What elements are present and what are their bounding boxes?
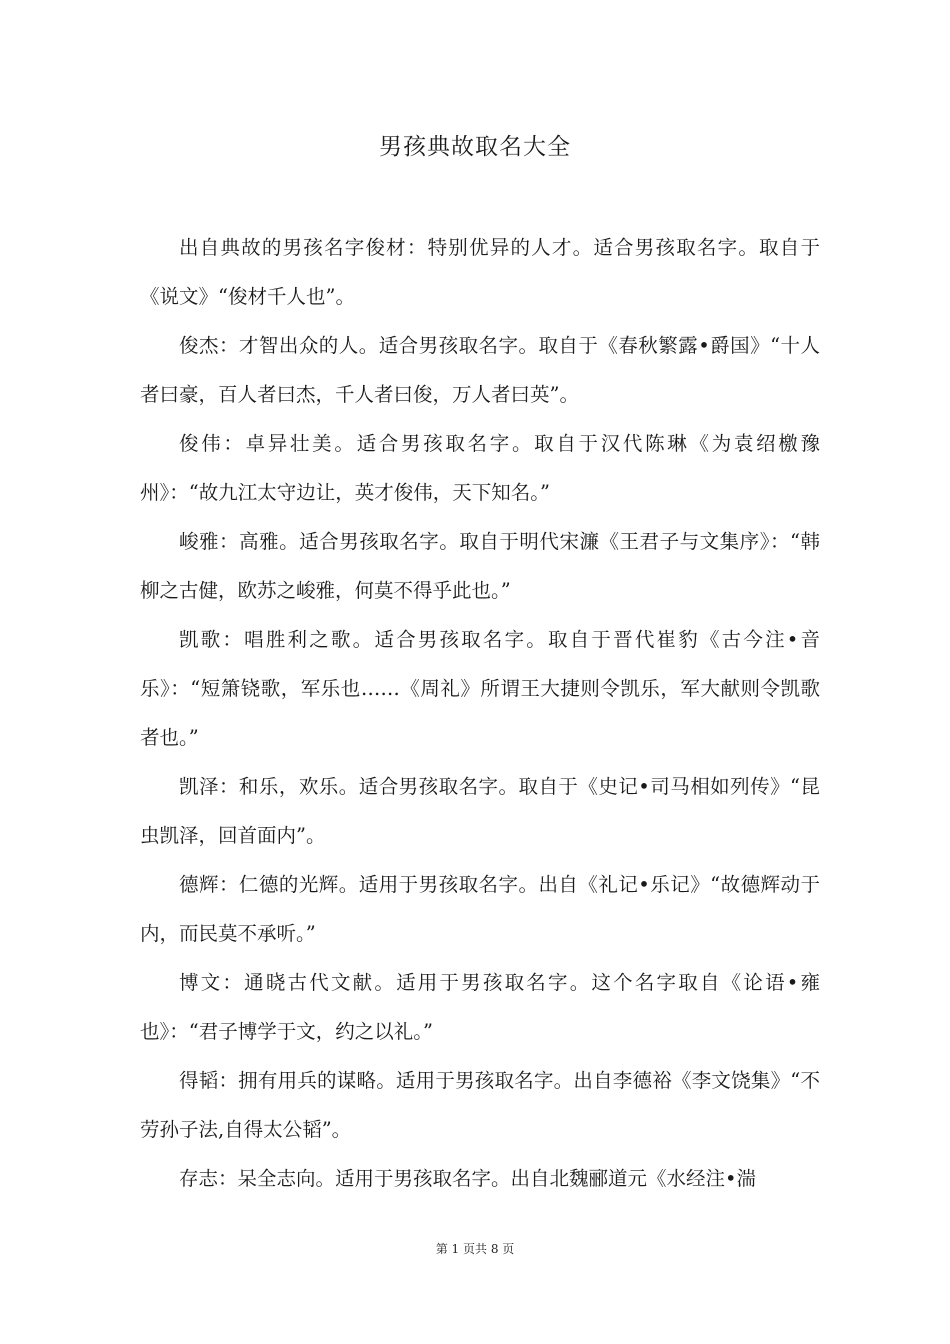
paragraph: 俊杰：才智出众的人。适合男孩取名字。取自于《春秋繁露•爵国》“十人者曰豪，百人者曰杰，千人者曰俊，万人者曰英”。	[140, 334, 820, 406]
document-title: 男孩典故取名大全	[379, 134, 571, 160]
page-number-footer: 第 1 页共 8 页	[435, 1242, 515, 1256]
paragraph: 德辉：仁德的光辉。适用于男孩取名字。出自《礼记•乐记》“故德辉动于内，而民莫不承听。”	[140, 873, 820, 945]
document-body	[140, 223, 820, 1203]
paragraph: 凯泽：和乐，欢乐。适合男孩取名字。取自于《史记•司马相如列传》“昆虫凯泽，回首面内”。	[140, 775, 820, 847]
paragraph: 出自典故的男孩名字俊材：特别优异的人才。适合男孩取名字。取自于《说文》“俊材千人也”。	[140, 236, 820, 308]
paragraph: 俊伟：卓异壮美。适合男孩取名字。取自于汉代陈琳《为袁绍檄豫州》：“故九江太守边让，英才俊伟，天下知名。”	[140, 432, 820, 504]
paragraph: 峻雅：高雅。适合男孩取名字。取自于明代宋濂《王君子与文集序》：“韩柳之古健，欧苏之峻雅，何莫不得乎此也。”	[140, 530, 820, 602]
paragraph: 凯歌：唱胜利之歌。适合男孩取名字。取自于晋代崔豹《古今注•音乐》：“短箫铙歌，军乐也……《周礼》所谓王大捷则令凯乐，军大献则令凯歌者也。”	[140, 628, 820, 749]
paragraph: 得韬：拥有用兵的谋略。适用于男孩取名字。出自李德裕《李文饶集》“不劳孙子法,自得太公韬”。	[140, 1069, 820, 1141]
paragraph: 存志：呆全志向。适用于男孩取名字。出自北魏郦道元《水经注•湍	[179, 1167, 757, 1190]
paragraph: 博文：通晓古代文献。适用于男孩取名字。这个名字取自《论语•雍也》：“君子博学于文，约之以礼。”	[140, 971, 820, 1043]
